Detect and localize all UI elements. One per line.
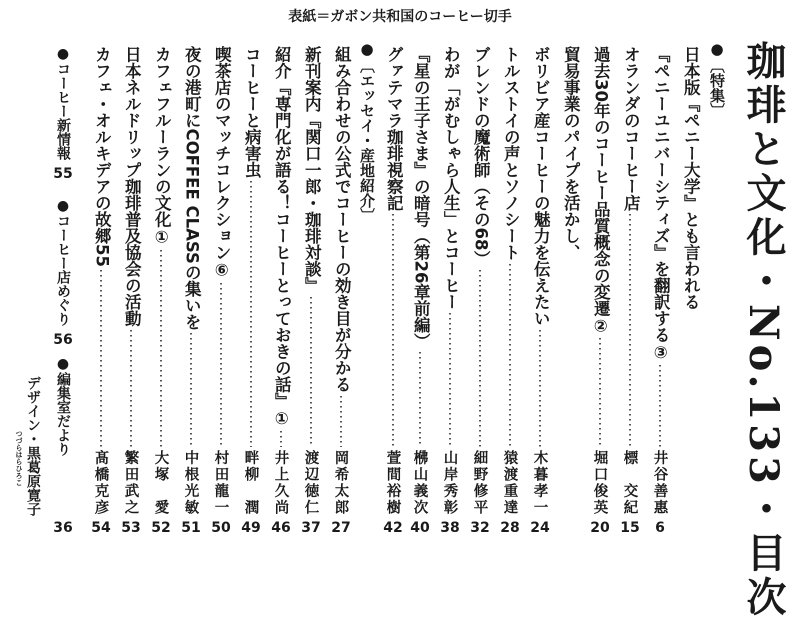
toc-title: 日本版『ペニー大学』とも言われる (681, 46, 701, 310)
toc-entry[interactable] (497, 46, 523, 536)
misc-page-editorial: 36 (53, 520, 73, 536)
toc-title: 貿易事業のパイプを活かし、 (561, 46, 581, 261)
toc-title: カフェフルーランの文化① (152, 46, 172, 247)
toc-title: グァテマラ珈琲視察記 (384, 46, 404, 211)
toc-title: 新刊案内『関口一郎・珈琲対談』 (302, 46, 322, 294)
toc-page: 24 (530, 520, 550, 536)
toc-author: 村田龍一 (212, 450, 229, 516)
leader-dots (160, 250, 162, 448)
toc-entry[interactable] (328, 46, 354, 536)
toc-title: 過去30年のコーヒー品質概念の変遷② (591, 46, 611, 336)
toc-author: 井上久尚 (272, 450, 289, 516)
toc-entry[interactable] (118, 46, 144, 536)
toc-page: 28 (500, 520, 520, 536)
toc-title: オランダのコーヒー店 (621, 46, 641, 211)
misc-page-news: 55 (53, 166, 73, 182)
leader-dots (419, 352, 421, 447)
toc-page: 46 (271, 520, 291, 536)
leader-dots (539, 330, 541, 448)
toc-author: 髙橋克彦 (92, 450, 109, 516)
toc-page: 53 (121, 520, 141, 536)
toc-title: ボリビア産コーヒーの魅力を伝えたい (531, 46, 551, 327)
leader-dots (392, 214, 394, 447)
toc-author: 大塚 愛 (152, 450, 169, 516)
design-credit: デザイン・黒葛原寛子 (25, 376, 41, 516)
toc-entry[interactable] (178, 46, 204, 536)
section-label-special: ●〔特集〕 (708, 40, 726, 118)
toc-author: 萱間裕樹 (384, 450, 401, 516)
toc-page: 27 (331, 520, 351, 536)
leader-dots (310, 297, 312, 448)
toc-author: 細野修平 (471, 450, 488, 516)
toc-page: 6 (655, 520, 665, 536)
toc-page: 32 (470, 520, 490, 536)
toc-page: 38 (440, 520, 460, 536)
toc-title: ブレンドの魔術師（その68） (471, 46, 491, 267)
leader-dots (479, 270, 481, 447)
toc-title: 日本ネルドリップ珈琲普及協会の活動 (122, 46, 142, 327)
toc-author: 堀口俊英 (591, 450, 608, 516)
toc-entry[interactable] (268, 46, 294, 536)
misc-item-news[interactable]: ●コーヒー新情報 (55, 46, 71, 160)
toc-entry[interactable] (148, 46, 174, 536)
leader-dots (250, 181, 252, 447)
toc-entry[interactable] (557, 46, 583, 536)
toc-entry[interactable] (238, 46, 264, 536)
toc-author: 猿渡重達 (501, 450, 518, 516)
toc-title: 紹介『専門化が語る！コーヒーとっておきの話』① (272, 46, 292, 428)
toc-author: 岡希太郎 (332, 450, 349, 516)
toc-page: 37 (301, 520, 321, 536)
leader-dots (280, 431, 282, 447)
toc-author: 山岸秀彰 (441, 450, 458, 516)
leader-dots (100, 270, 102, 447)
toc-page: 54 (91, 520, 111, 536)
toc-author: 畔柳 潤 (242, 450, 259, 516)
toc-author: 渡辺徳仁 (302, 450, 319, 516)
toc-entry[interactable] (647, 46, 673, 536)
toc-page: 52 (151, 520, 171, 536)
toc-author: 梻山義次 (411, 450, 428, 516)
toc-page: 42 (383, 520, 403, 536)
leader-dots (599, 338, 601, 447)
toc-entry[interactable] (88, 46, 114, 536)
leader-dots (509, 264, 511, 448)
toc-entry[interactable] (407, 46, 433, 536)
toc-page: 51 (181, 520, 201, 536)
toc-entry[interactable] (380, 46, 406, 536)
leader-dots (220, 283, 222, 448)
design-ruby: つづらはらひろこ (15, 430, 23, 486)
toc-entry[interactable] (587, 46, 613, 536)
toc-entry[interactable] (208, 46, 234, 536)
cover-caption: 表紙＝ガボン共和国のコーヒー切手 (288, 9, 512, 25)
toc-entry[interactable] (437, 46, 463, 536)
toc-page: 50 (211, 520, 231, 536)
toc-page: 49 (241, 520, 261, 536)
toc-author: 井谷善惠 (651, 450, 668, 516)
misc-item-editorial[interactable]: ●編集室だより (55, 356, 71, 456)
toc-page: 15 (620, 520, 640, 536)
leader-dots (130, 330, 132, 448)
toc-entry[interactable] (298, 46, 324, 536)
toc-page: 20 (590, 520, 610, 536)
toc-entry[interactable] (467, 46, 493, 536)
leader-dots (659, 365, 661, 447)
leader-dots (190, 333, 192, 447)
misc-item-cafe-tour[interactable]: ●コーヒー店めぐり (55, 198, 71, 326)
toc-entry[interactable] (677, 46, 703, 536)
toc-author: 中根光敏 (182, 450, 199, 516)
toc-title: 夜の港町にCOFFEE CLASSの集いを (182, 46, 202, 330)
toc-title: 組み合わせの公式でコーヒーの効き目が分かる (332, 46, 352, 393)
toc-entry[interactable] (617, 46, 643, 536)
toc-title: トルストイの声とソノシート (501, 46, 521, 261)
misc-page-cafe-tour: 56 (53, 332, 73, 348)
toc-page: 40 (410, 520, 430, 536)
leader-dots (340, 396, 342, 448)
leader-dots (449, 313, 451, 447)
toc-title: 喫茶店のマッチコレクション⑥ (212, 46, 232, 280)
section-label-essay: ●〔エッセイ・産地紹介〕 (358, 40, 376, 223)
magazine-title: 珈琲と文化・No.133・目次 (740, 40, 787, 620)
toc-title: 『星の王子さま』の暗号（第26章前編） (411, 46, 431, 350)
toc-title: カフェ・オルキデアの故郷55 (92, 46, 112, 267)
toc-title: コーヒーと病害虫 (242, 46, 262, 178)
toc-author: 標 交紀 (621, 450, 638, 516)
toc-title: わが「がむしゃら人生」とコーヒー (441, 46, 461, 310)
leader-dots (629, 214, 631, 447)
misc-column (50, 46, 76, 536)
toc-author: 繁田武之 (122, 450, 139, 516)
toc-entry[interactable] (527, 46, 553, 536)
toc-author: 木暮孝一 (531, 450, 548, 516)
toc-title: 『ペニーユニバーシティズ』を翻訳する③ (651, 46, 671, 362)
